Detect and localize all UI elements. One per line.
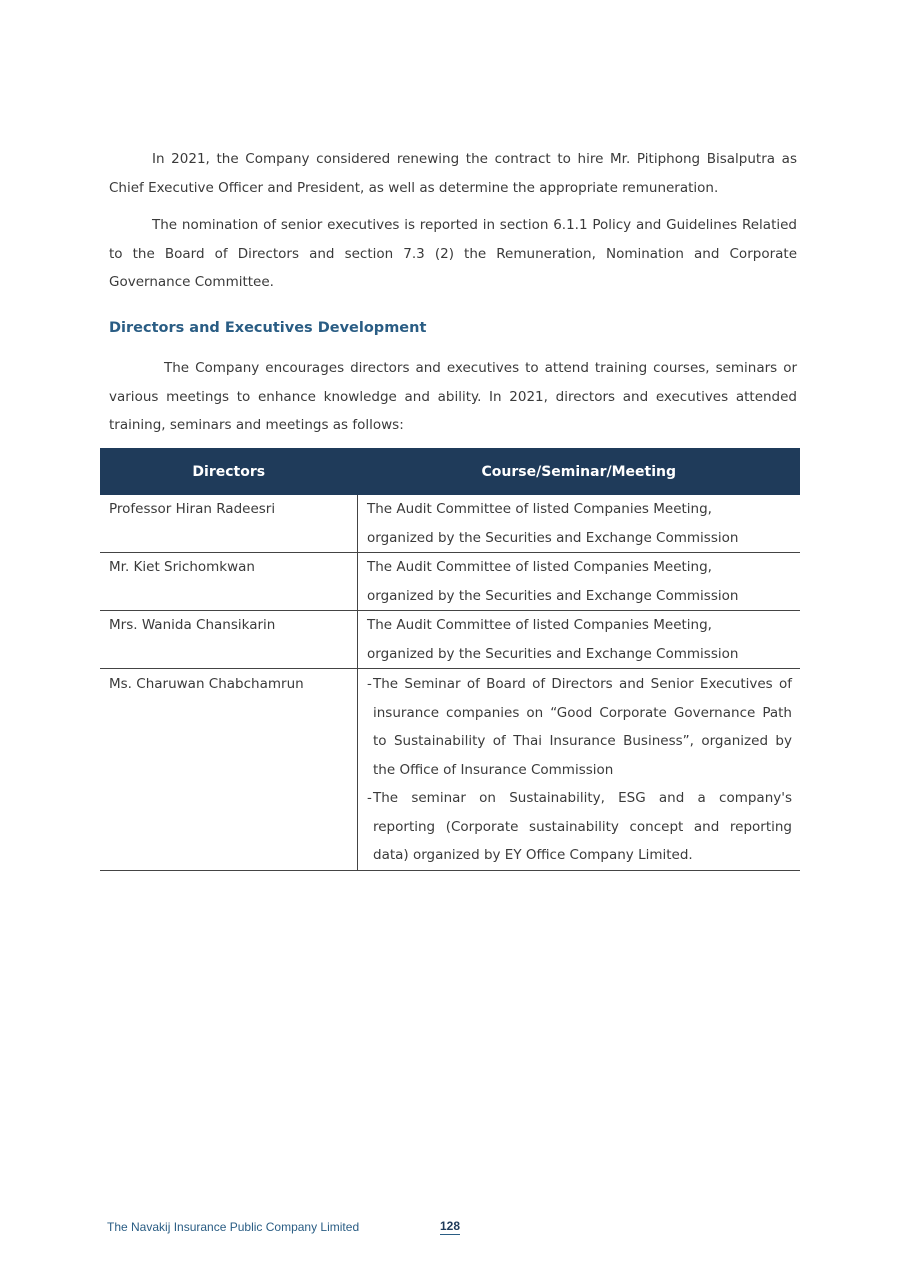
page-number: 128 [440, 1219, 461, 1233]
course-cell [358, 553, 801, 611]
table-row [100, 669, 800, 871]
paragraph-nomination-text: The nomination of senior executives is reported in section 6.1.1 Policy and Guidelines Relatied to the Board of Directors and section 7.3 (2) the Remuneration, Nomination and Corporate Governance Committee. [109, 217, 797, 290]
director-name: Ms. Charuwan Chabchamrun [100, 669, 358, 871]
course-line: organized by the Securities and Exchange Commission [367, 529, 739, 546]
course-cell [358, 669, 801, 871]
paragraph-development [109, 354, 797, 440]
section-heading: Directors and Executives Development [109, 320, 427, 336]
course-line: The Audit Committee of listed Companies Meeting, [367, 501, 712, 517]
paragraph-ceo-renewal [109, 145, 797, 202]
course-line: organized by the Securities and Exchange Commission [367, 587, 739, 604]
course-cell [358, 495, 801, 553]
course-bullet-item [367, 784, 792, 870]
dash-bullet-icon: - [367, 676, 372, 692]
course-bullet-text: The seminar on Sustainability, ESG and a company's reporting (Corporate sustainability concept and reporting data) organized by EY Office Company Limited. [373, 790, 792, 863]
table-header-row [100, 448, 800, 495]
header-directors: Directors [100, 448, 358, 495]
course-line: The Audit Committee of listed Companies Meeting, [367, 617, 712, 633]
course-line: The Audit Committee of listed Companies Meeting, [367, 559, 712, 575]
director-name: Mr. Kiet Srichomkwan [100, 553, 358, 611]
table-row [100, 611, 800, 669]
director-name: Mrs. Wanida Chansikarin [100, 611, 358, 669]
table-row [100, 553, 800, 611]
course-cell [358, 611, 801, 669]
dash-bullet-icon: - [367, 790, 372, 806]
course-bullet-item [367, 670, 792, 784]
header-course: Course/Seminar/Meeting [358, 448, 801, 495]
course-line: organized by the Securities and Exchange Commission [367, 645, 739, 662]
course-bullet-text: The Seminar of Board of Directors and Senior Executives of insurance companies on “Good Corporate Governance Path to Sustainability of Thai Insurance Business”, organized by the Office of Insurance Commission [373, 676, 792, 778]
table-row [100, 495, 800, 553]
paragraph-nomination [109, 211, 797, 297]
director-name: Professor Hiran Radeesri [100, 495, 358, 553]
paragraph-ceo-renewal-text: In 2021, the Company considered renewing the contract to hire Mr. Pitiphong Bisalputra as Chief Executive Officer and President, as well as determine the appropriate remuneration. [109, 151, 797, 196]
footer-company-name: The Navakij Insurance Public Company Limited [107, 1220, 360, 1234]
training-table [100, 448, 800, 871]
paragraph-development-text: The Company encourages directors and executives to attend training courses, seminars or various meetings to enhance knowledge and ability. In 2021, directors and executives attended training, seminars and meetings as follows: [109, 360, 797, 433]
